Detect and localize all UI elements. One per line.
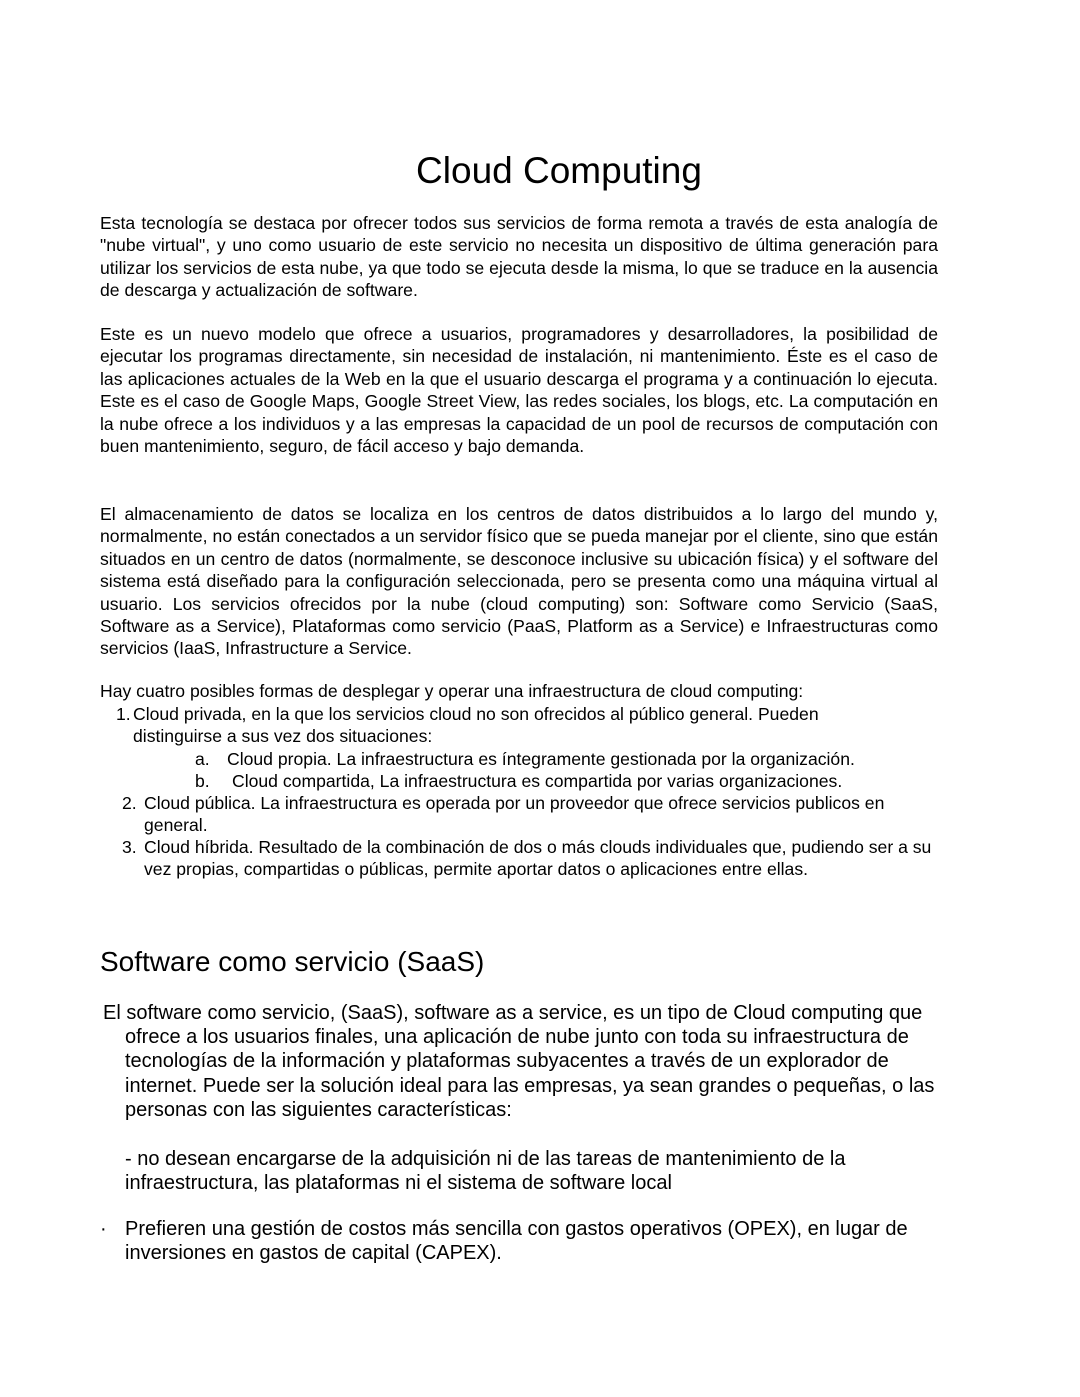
list-item-text: Cloud híbrida. Resultado de la combinación de dos o más clouds individuales que, pudiendo ser a su vez propias, compartidas o públicas, permite aportar datos o aplicaciones entre ellas.: [144, 837, 932, 880]
list-letter: a.: [195, 749, 210, 769]
list-item-hybrid-cloud: [122, 836, 944, 881]
paragraph-intro: Esta tecnología se destaca por ofrecer todos sus servicios de forma remota a través de esta analogía de "nube virtual", y uno como usuario de este servicio no necesita un dispositivo de última generación para utilizar los servicios de esta nube, ya que todo se ejecuta desde la misma, lo que se traduce en la ausencia de descarga y actualización de software.: [100, 213, 938, 301]
bullet-icon: ·: [100, 1218, 107, 1240]
list-item-text: Cloud privada, en la que los servicios cloud no son ofrecidos al público general. Pueden distinguirse a sus vez dos situaciones:: [133, 704, 819, 747]
page-title: Cloud Computing: [416, 150, 702, 191]
list-subitem-own-cloud: [195, 748, 947, 770]
paragraph-model: Este es un nuevo modelo que ofrece a usuarios, programadores y desarrolladores, la posibilidad de ejecutar los programas directamente, sin necesidad de instalación, ni mantenimiento. Éste es el caso de las aplicaciones actuales de la Web en la que el usuario descarga el programa y a continuación lo ejecuta. Este es el caso de Google Maps, Google Street View, las redes sociales, los blogs, etc. La computación en la nube ofrece a los individuos y a las empresas la capacidad de un pool de recursos de computación con buen mantenimiento, seguro, de fácil acceso y bajo demanda.: [100, 324, 938, 457]
list-number: 2.: [122, 793, 137, 813]
list-item-public-cloud: [122, 792, 944, 837]
list-item-text: Cloud propia. La infraestructura es íntegramente gestionada por la organización.: [227, 749, 855, 769]
paragraph-saas-point-2: Prefieren una gestión de costos más sencilla con gastos operativos (OPEX), en lugar de inversiones en gastos de capital (CAPEX).: [125, 1218, 908, 1265]
list-subitem-shared-cloud: [195, 770, 952, 792]
list-number: 1.: [116, 704, 131, 724]
paragraph-saas-point-1: - no desean encargarse de la adquisición ni de las tareas de mantenimiento de la infraestructura, las plataformas ni el sistema de software local: [125, 1148, 846, 1195]
paragraph-storage: El almacenamiento de datos se localiza en los centros de datos distribuidos a lo largo del mundo y, normalmente, no están conectados a un servidor físico que se pueda manejar por el cliente, sino que están situados en un centro de datos (normalmente, se desconoce inclusive su ubicación física) y el software del sistema está diseñado para la configuración seleccionada, pero se presenta como una máquina virtual al usuario. Los servicios ofrecidos por la nube (cloud computing) son: Software como Servicio (SaaS, Software as a Service), Plataformas como servicio (PaaS, Platform as a Service) e Infraestructuras como servicios (IaaS, Infrastructure a Service.: [100, 504, 938, 659]
paragraph-saas-intro: El software como servicio, (SaaS), software as a service, es un tipo de Cloud computing que ofrece a los usuarios finales, una aplicación de nube junto con toda su infraestructura de tecnologías de la información y plataformas subyacentes a través de un explorador de internet. Puede ser la solución ideal para las empresas, ya sean grandes o pequeñas, o las personas con las siguientes características:: [103, 1002, 935, 1121]
list-letter: b.: [195, 771, 210, 791]
list-number: 3.: [122, 837, 137, 857]
list-item-private-cloud: [116, 703, 903, 748]
list-item-text: Cloud pública. La infraestructura es operada por un proveedor que ofrece servicios publicos en general.: [144, 793, 885, 836]
list-item-text: Cloud compartida, La infraestructura es compartida por varias organizaciones.: [232, 771, 843, 791]
paragraph-deployment: Hay cuatro posibles formas de desplegar y operar una infraestructura de cloud computing:: [100, 681, 804, 701]
section-heading-saas: Software como servicio (SaaS): [100, 946, 485, 977]
